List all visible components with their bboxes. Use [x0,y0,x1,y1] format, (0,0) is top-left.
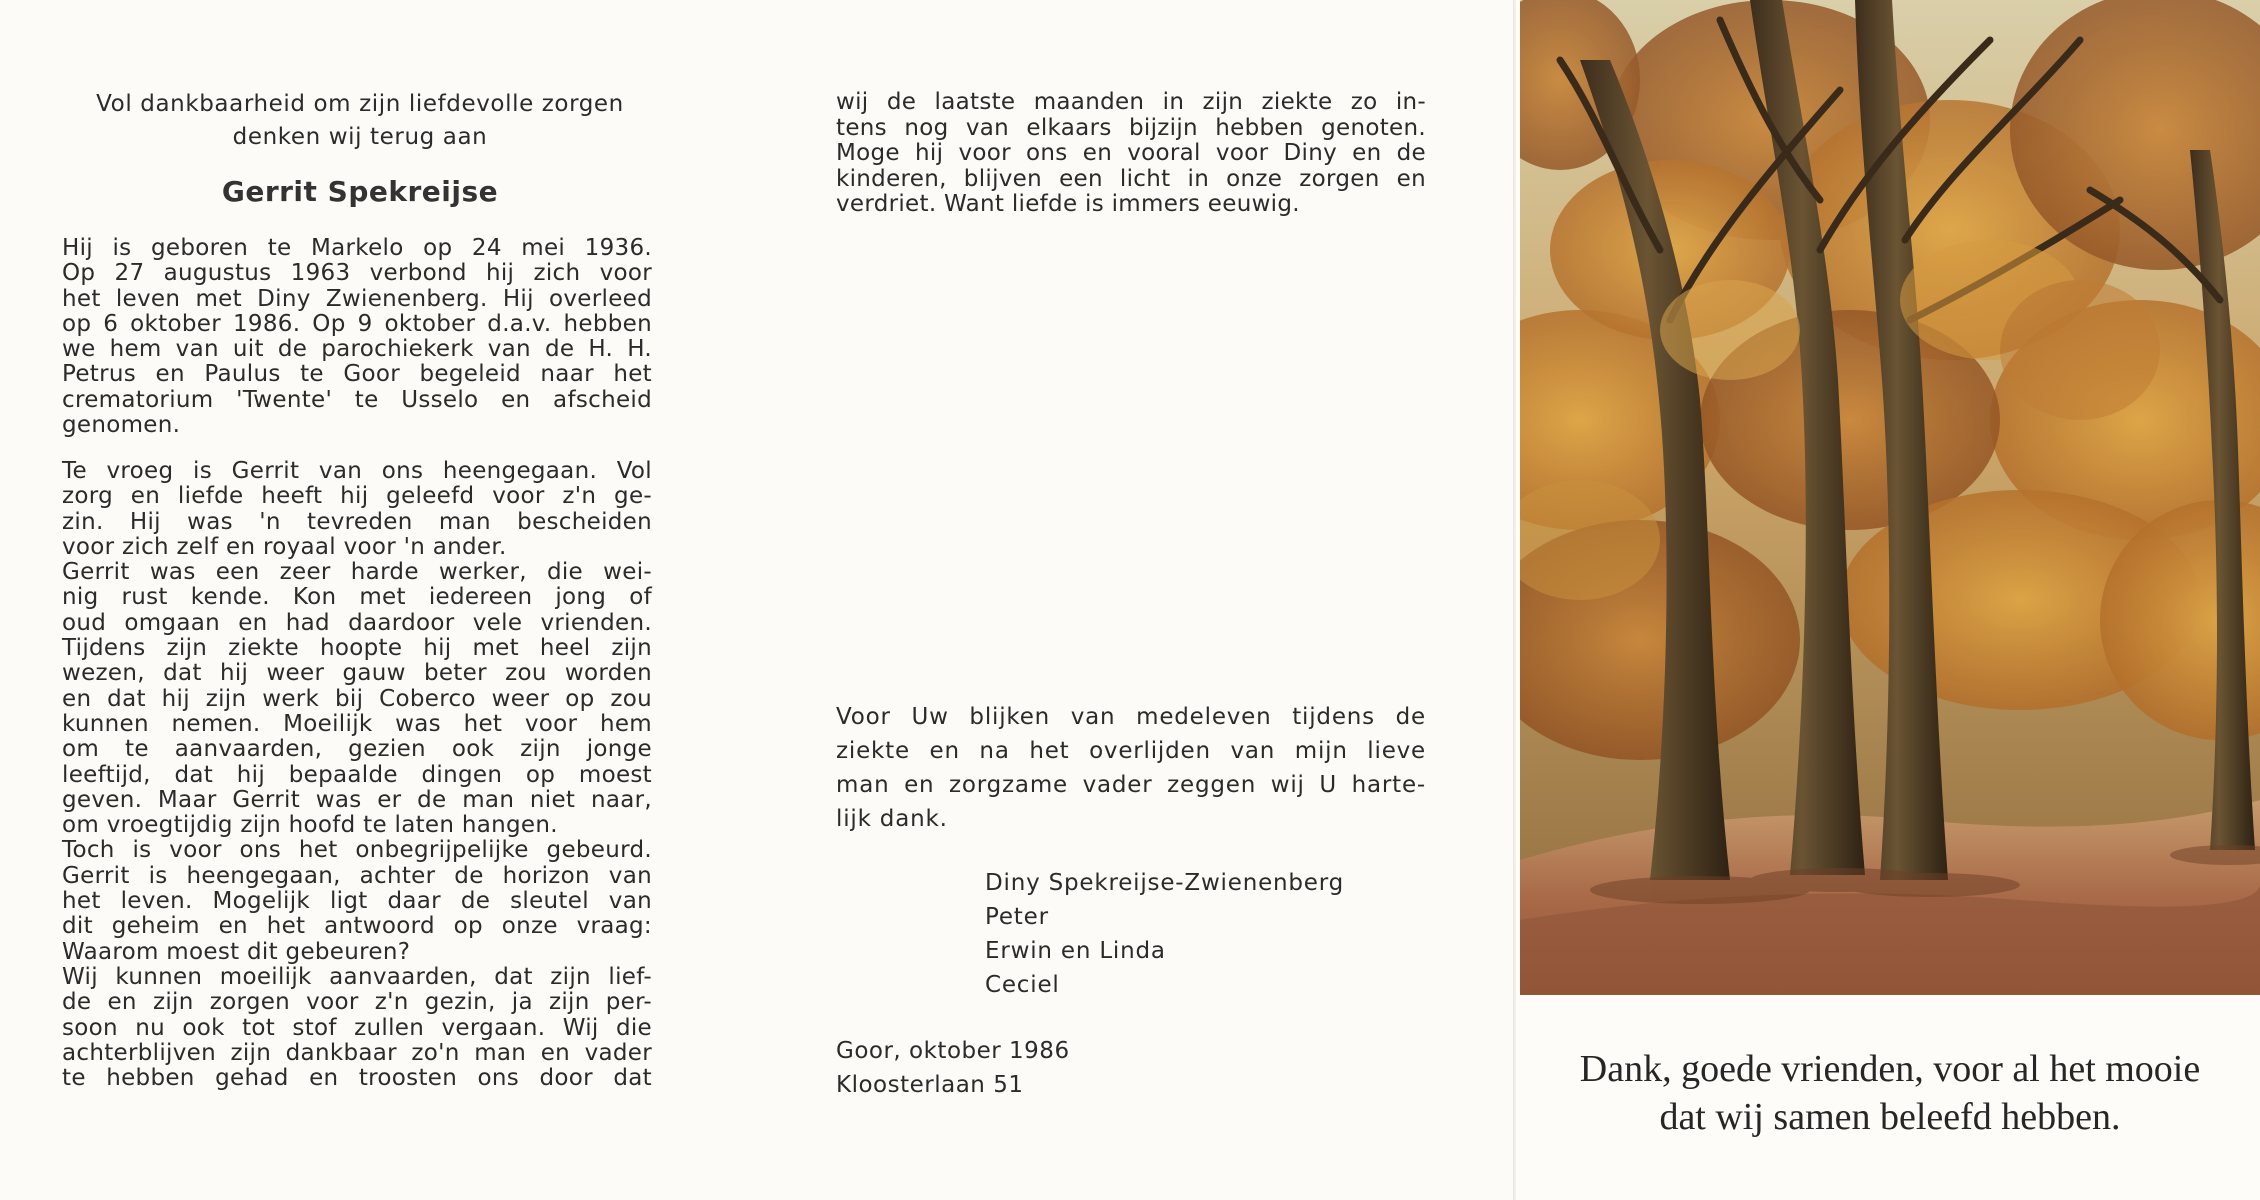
place-date: Goor, oktober 1986 [836,1038,1070,1064]
text-line: voor zich zelf en royaal voor 'n ander. [62,533,507,560]
text-line: dit geheim en het antwoord op onze vraag: [62,913,652,940]
text-line: te hebben gehad en troosten ons door dat [62,1065,652,1092]
text-line: Voor Uw blijken van medeleven tijdens de [836,704,1426,730]
text-line: Waarom moest dit gebeuren? [62,938,411,965]
text-line: Wij kunnen moeilijk aanvaarden, dat zijn lief- [62,963,652,990]
text-line: tens nog van elkaars bijzijn hebben genoten. [836,114,1426,141]
text-line: lijk dank. [836,806,948,832]
intro-line: denken wij terug aan [232,124,488,150]
text-line: ziekte en na het overlijden van mijn lieve [836,738,1426,764]
intro-line: Vol dankbaarheid om zijn liefdevolle zorgen [96,91,624,117]
address: Kloosterlaan 51 [836,1072,1024,1098]
text-line: oud omgaan en had daardoor vele vrienden. [62,609,652,636]
signatory: Diny Spekreijse-Zwienenberg [985,870,1344,896]
text-line: we hem van uit de parochiekerk van de H. H. [62,336,652,363]
text-line: Toch is voor ons het onbegrijpelijke gebeurd. [62,837,652,864]
text-line: en dat hij zijn werk bij Coberco weer op zou [62,685,652,712]
text-line: wezen, dat hij weer gauw beter zou worden [62,660,652,687]
deceased-name: Gerrit Spekreijse [221,175,499,208]
text-line: leeftijd, dat hij bepaalde dingen op moest [62,761,652,788]
text-line: zin. Hij was 'n tevreden man bescheiden [62,508,652,535]
text-line: man en zorgzame vader zeggen wij U harte- [836,772,1426,798]
text-line: het leven met Diny Zwienenberg. Hij overleed [62,285,652,312]
text-line: kinderen, blijven een licht in onze zorgen en [836,165,1426,192]
signatory: Peter [985,904,1049,930]
text-line: op 6 oktober 1986. Op 9 oktober d.a.v. hebben [62,310,652,337]
text-line: Tijdens zijn ziekte hoopte hij met heel zijn [62,635,652,662]
remembrance-paragraph [62,459,652,1091]
text-line: het leven. Mogelijk ligt daar de sleutel van [62,888,652,915]
text-line: Op 27 augustus 1963 verbond hij zich voor [62,260,652,287]
signatory: Erwin en Linda [985,938,1166,964]
text-line: nig rust kende. Kon met iedereen jong of [62,584,652,611]
thanks-paragraph [836,700,1426,836]
signatories [985,866,1344,1002]
text-line: Petrus en Paulus te Goor begeleid naar het [62,361,652,388]
poem-line: dat wij samen beleefd hebben. [1659,1096,2121,1138]
card-fold [1513,0,1516,1200]
text-line: genomen. [62,412,181,439]
text-line: achterblijven zijn dankbaar zo'n man en vader [62,1039,652,1066]
poem-caption [1530,1045,2250,1141]
biography-paragraph [62,236,652,438]
continuation-paragraph [836,90,1426,218]
text-line: om te aanvaarden, gezien ook zijn jonge [62,736,652,763]
text-line: verdriet. Want liefde is immers eeuwig. [836,191,1300,217]
text-line: Te vroeg is Gerrit van ons heengegaan. Vol [62,458,652,484]
text-line: kunnen nemen. Moeilijk was het voor hem [62,710,652,737]
text-line: zorg en liefde heeft hij geleefd voor z'n ge- [62,483,652,510]
place-and-address [836,1034,1070,1102]
signatory: Ceciel [985,972,1060,998]
text-line: wij de laatste maanden in zijn ziekte zo in- [836,89,1426,115]
autumn-beech-trees-photo [1520,0,2260,995]
text-line: de en zijn zorgen voor z'n gezin, ja zijn per- [62,989,652,1016]
poem-line: Dank, goede vrienden, voor al het mooie [1579,1048,2201,1090]
text-line: om vroegtijdig zijn hoofd te laten hangen. [62,812,558,839]
intro-text [60,88,660,154]
text-line: Gerrit was een zeer harde werker, die wei- [62,559,652,586]
text-line: Moge hij voor ons en vooral voor Diny en de [836,140,1426,166]
text-line: crematorium 'Twente' te Usselo en afscheid [62,386,652,413]
text-line: Gerrit is heengegaan, achter de horizon van [62,862,652,889]
text-line: soon nu ook tot stof zullen vergaan. Wij die [62,1014,652,1041]
text-line: Hij is geboren te Markelo op 24 mei 1936. [62,235,652,261]
text-line: geven. Maar Gerrit was er de man niet naar, [62,786,652,813]
